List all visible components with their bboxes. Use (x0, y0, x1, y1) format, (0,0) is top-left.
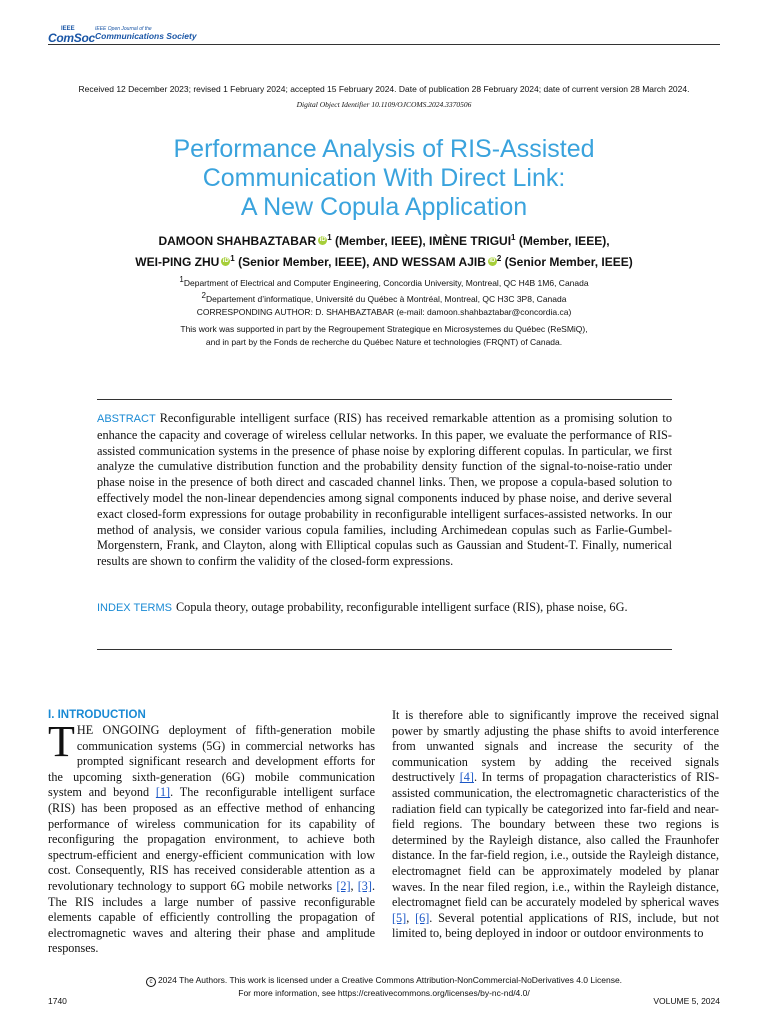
title-line: A New Copula Application (240, 193, 528, 221)
affiliation-1 (0, 275, 768, 288)
author-name: WESSAM AJIB (401, 255, 486, 269)
author-line (0, 250, 768, 271)
copyright-icon: c (146, 977, 156, 987)
doi[interactable]: Digital Object Identifier 10.1109/OJCOMS.2024.3370506 (296, 100, 472, 109)
orcid-icon[interactable]: iD (489, 258, 496, 264)
paper-title (0, 135, 768, 222)
author-name: DAMOON SHAHBAZTABAR (158, 234, 317, 248)
citation-link[interactable]: [6] (415, 910, 430, 925)
author-name: WEI-PING ZHU (135, 255, 220, 269)
author-role: (Senior Member, IEEE), AND (234, 255, 402, 269)
index-terms-label: INDEX TERMS (97, 602, 172, 614)
section-heading: I. INTRODUCTION (48, 709, 146, 721)
separator: , (406, 910, 416, 925)
citation-link[interactable]: [3] (357, 878, 372, 893)
body-text: . In terms of propagation characteristics of RIS-assisted communication, the electromagnetic characteristics of the radiation field can typically be categorized into far-field and near-field regions. The boundary between these two regions is determined by the Rayleigh distance, also called the Fraunhofer distance. In the far-field region, i.e., outside the Rayleigh distance, electromagnet field can be approximately modeled by planar waves. In the near filed region, i.e., within the Rayleigh distance, electromagnet field can be accurately modeled by spherical waves (392, 770, 720, 910)
title-line: Performance Analysis of RIS-Assisted (173, 135, 595, 163)
affiliation-2 (0, 291, 768, 304)
body-column-left (48, 717, 376, 957)
journal-name: Communications Society (95, 31, 197, 41)
index-terms-text: Copula theory, outage probability, reconfigurable intelligent surface (RIS), phase noise, 6G. (175, 600, 628, 614)
logo-ieee-text: IEEE (61, 26, 75, 32)
author-affil-sup: 1 (511, 233, 516, 242)
abstract-label: ABSTRACT (97, 413, 156, 425)
body-text: . Several potential applications of RIS, include, but not limited to, being deployed in indoor or outdoor environments to (392, 910, 719, 941)
separator: , (350, 878, 358, 893)
affil-sup: 1 (179, 275, 184, 284)
affil-text: Department of Electrical and Computer Engineering, Concordia University, Montreal, QC H4B 1M6, Canada (183, 277, 589, 288)
affil-sup: 2 (201, 291, 206, 300)
corresponding-author: CORRESPONDING AUTHOR: D. SHAHBAZTABAR (e-mail: damoon.shahbaztabar@concordia.ca) (196, 307, 572, 317)
author-role: (Member, IEEE), (331, 234, 430, 248)
comsoc-logo (48, 26, 95, 45)
body-column-right (392, 708, 719, 942)
author-line (0, 229, 768, 250)
publication-dates: Received 12 December 2023; revised 1 February 2024; accepted 15 February 2024. Date of publication 28 February 2024; date of current version 28 March 2024. (78, 84, 690, 94)
title-line: Communication With Direct Link: (202, 164, 566, 192)
author-role: (Senior Member, IEEE) (501, 255, 633, 269)
author-affil-sup: 1 (230, 254, 235, 263)
abstract-text: Reconfigurable intelligent surface (RIS) has received remarkable attention as a promising solution to enhance the capacity and coverage of wireless cellular networks. In this paper, we evaluate the performance of RIS-assisted communication systems in the presence of phase noise by exploring different copulas. In particular, we first analyze the cumulative distribution function and the probability density function of the signal-to-noise-ratio under phase noise in the presence of both direct and cascaded channel links. Then, we propose a copula-based solution to effectively model the non-linear dependencies among signal components induced by phase noise, and derive several exact closed-form expressions for outage probability in reconfigurable intelligent surfaces-assisted networks. In our method of analysis, we consider various copula families, including Archimedean copulas such as Farlie-Gumbel-Morgenstern, Frank, and Clayton, along with Elliptical copulas such as Gaussian and Student-T. Finally, numerical results are shown to confirm the validity of the closed-form expressions. (97, 411, 672, 569)
header-divider (48, 44, 720, 45)
author-affil-sup: 2 (496, 254, 502, 263)
citation-link[interactable]: [5] (392, 910, 407, 925)
funding-line: and in part by the Fonds de recherche du Québec Nature et technologies (FRQNT) of Canada. (205, 337, 563, 347)
body-text: . The reconfigurable intelligent surface (RIS) has been proposed as an effective method of enhancing performance of wireless communication for its capability of reconfiguring the propagation environment, to achieve both spectrum-efficient and energy-efficient communication with low cost. Consequently, RIS has received considerable attention as a revolutionary technology to support 6G mobile networks (48, 785, 375, 893)
license-link[interactable]: For more information, see https://creativecommons.org/licenses/by-nc-nd/4.0/ (238, 988, 530, 998)
journal-prefix: IEEE Open Journal of the (95, 26, 152, 32)
author-affil-sup: 1 (327, 233, 332, 242)
orcid-icon[interactable]: iD (222, 258, 229, 264)
citation-link[interactable]: [1] (155, 785, 171, 800)
abstract-divider-top (97, 399, 672, 400)
citation-link[interactable]: [2] (336, 878, 351, 893)
license-text: 2024 The Authors. This work is licensed under a Creative Commons Attribution-NonCommercial-NoDerivatives 4.0 License. (157, 975, 623, 985)
abstract (97, 411, 672, 570)
affil-text: Departement d’informatique, Université du Québec à Montréal, Montreal, QC H3C 3P8, Canada (205, 293, 567, 304)
funding-line: This work was supported in part by the Regroupement Strategique en Microsystemes du Québec (ReSMiQ), (180, 324, 588, 334)
citation-link[interactable]: [4] (459, 770, 474, 785)
abstract-divider-bottom (97, 649, 672, 650)
body-text: It is therefore able to significantly improve the received signal power by smartly adjusting the phase shifts to avoid interference from unwanted signals and increase the security of the communication system by adding the received signals destructively (392, 708, 719, 785)
orcid-icon[interactable]: iD (319, 237, 326, 243)
page-number: 1740 (48, 996, 67, 1006)
author-name: IMÈNE TRIGUI (429, 234, 512, 248)
author-role: (Member, IEEE), (515, 234, 610, 248)
logo-comsoc-text: ComSoc (48, 31, 95, 45)
volume-info: VOLUME 5, 2024 (653, 996, 720, 1006)
body-text: HE ONGOING deployment of fifth-generation mobile communication systems (5G) in commercial networks has prompted significant research and development efforts for the upcoming sixth-generation (6G) mobile communication system and beyond (48, 723, 375, 800)
license-line (0, 974, 768, 987)
body-text: . The RIS includes a large number of passive reconfigurable elements capable of efficiently controlling the propagation of electromagnetic waves and altering their phase and amplitude responses. (48, 878, 376, 956)
author-list (0, 229, 768, 271)
index-terms (97, 600, 672, 617)
drop-cap: T (48, 717, 75, 766)
